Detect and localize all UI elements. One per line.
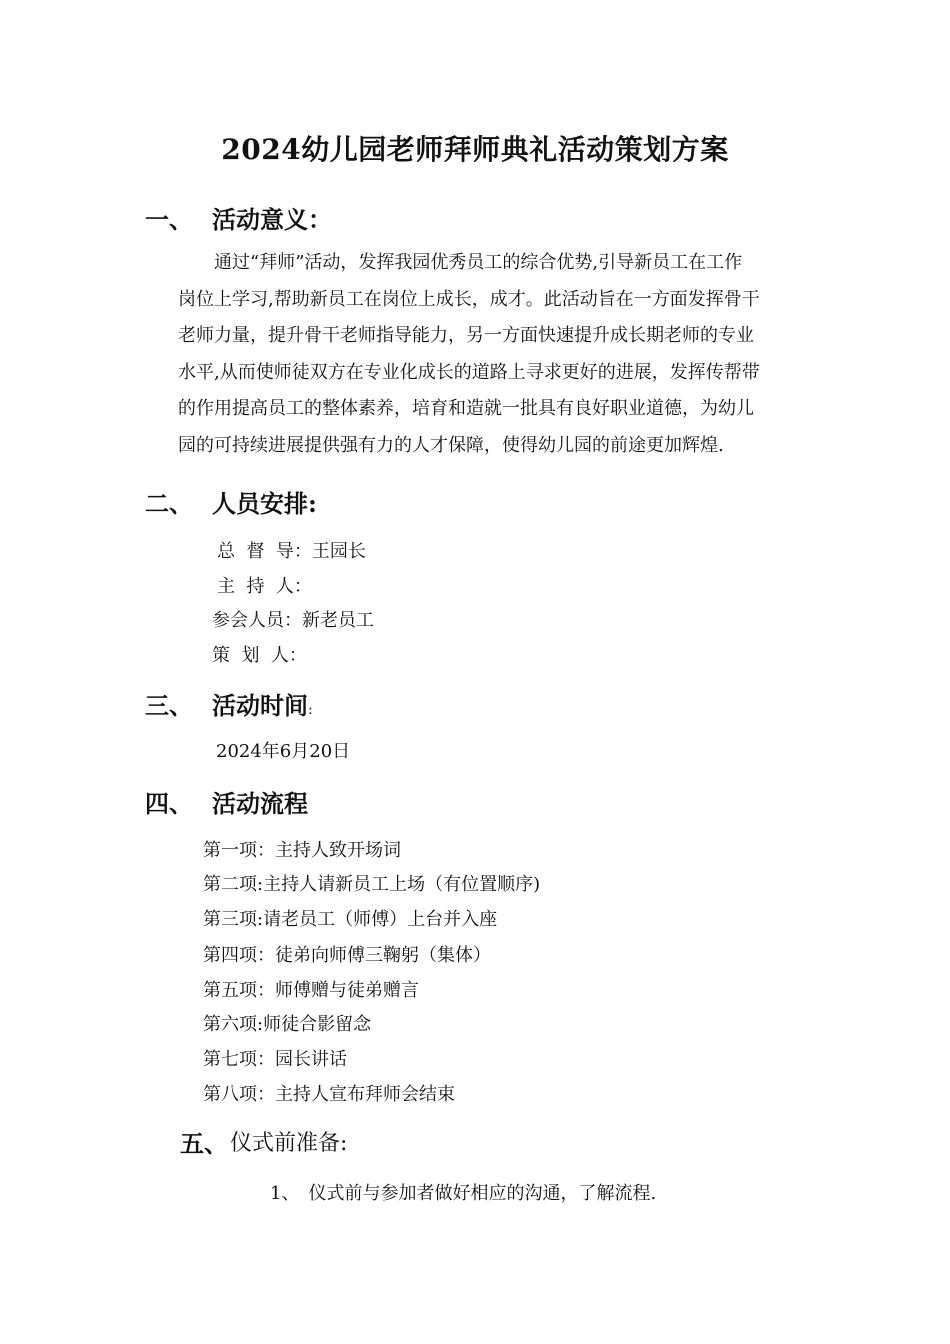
procedure-item: 第四项：徒弟向师傅三鞠躬（集体）: [203, 945, 491, 966]
section-1-number: 一、: [145, 205, 193, 234]
staff-planner: 策 划 人：: [212, 645, 307, 666]
staff-supervisor: 总 督 导：王园长: [217, 541, 366, 562]
procedure-item: 第七项：园长讲话: [203, 1049, 347, 1070]
section-3-heading-colon: :: [308, 702, 313, 718]
document-title: 2024幼儿园老师拜师典礼活动策划方案: [221, 133, 729, 166]
procedure-item: 第五项：师傅赠与徒弟赠言: [203, 980, 419, 1001]
staff-participants: 参会人员：新老员工: [212, 610, 374, 631]
section-4-number: 四、: [145, 789, 193, 818]
section-2-heading: 人员安排:: [212, 489, 317, 518]
procedure-item: 第八项：主持人宣布拜师会结束: [203, 1084, 455, 1105]
section-5-number: 五、: [180, 1129, 228, 1158]
paragraph-line: 的作用提高员工的整体素养，培育和造就一批具有良好职业道德，为幼儿: [178, 398, 754, 419]
paragraph-line: 通过“拜师”活动，发挥我园优秀员工的综合优势,引导新员工在工作: [178, 252, 743, 273]
procedure-item: 第三项:请老员工（师傅）上台并入座: [203, 909, 498, 930]
procedure-item: 第六项:师徒合影留念: [203, 1014, 372, 1035]
section-1-paragraph: [178, 245, 808, 464]
section-2-number: 二、: [145, 489, 193, 518]
section-1-heading: 活动意义：: [212, 205, 332, 234]
section-3-number: 三、: [145, 691, 193, 720]
preparation-item: 1、 仪式前与参加者做好相应的沟通，了解流程.: [270, 1183, 657, 1204]
paragraph-line: 园的可持续进展提供强有力的人才保障，使得幼儿园的前途更加辉煌.: [178, 434, 724, 456]
paragraph-line: 岗位上学习,帮助新员工在岗位上成长，成才。此活动旨在一方面发挥骨干: [178, 288, 760, 310]
staff-host: 主 持 人：: [217, 576, 312, 597]
procedure-item: 第二项:主持人请新员工上场（有位置顺序): [203, 874, 541, 895]
section-4-heading: 活动流程: [212, 789, 308, 818]
section-3-heading-text: 活动时间: [212, 691, 308, 720]
section-5-heading: 仪式前准备:: [230, 1131, 348, 1156]
paragraph-line: 老师力量，提升骨干老师指导能力，另一方面快速提升成长期老师的专业: [178, 325, 754, 346]
event-date: 2024年6月20日: [216, 741, 351, 762]
procedure-item: 第一项：主持人致开场词: [203, 840, 401, 861]
section-3-heading: [212, 686, 313, 721]
paragraph-line: 水平,从而使师徒双方在专业化成长的道路上寻求更好的进展，发挥传帮带: [178, 361, 760, 383]
